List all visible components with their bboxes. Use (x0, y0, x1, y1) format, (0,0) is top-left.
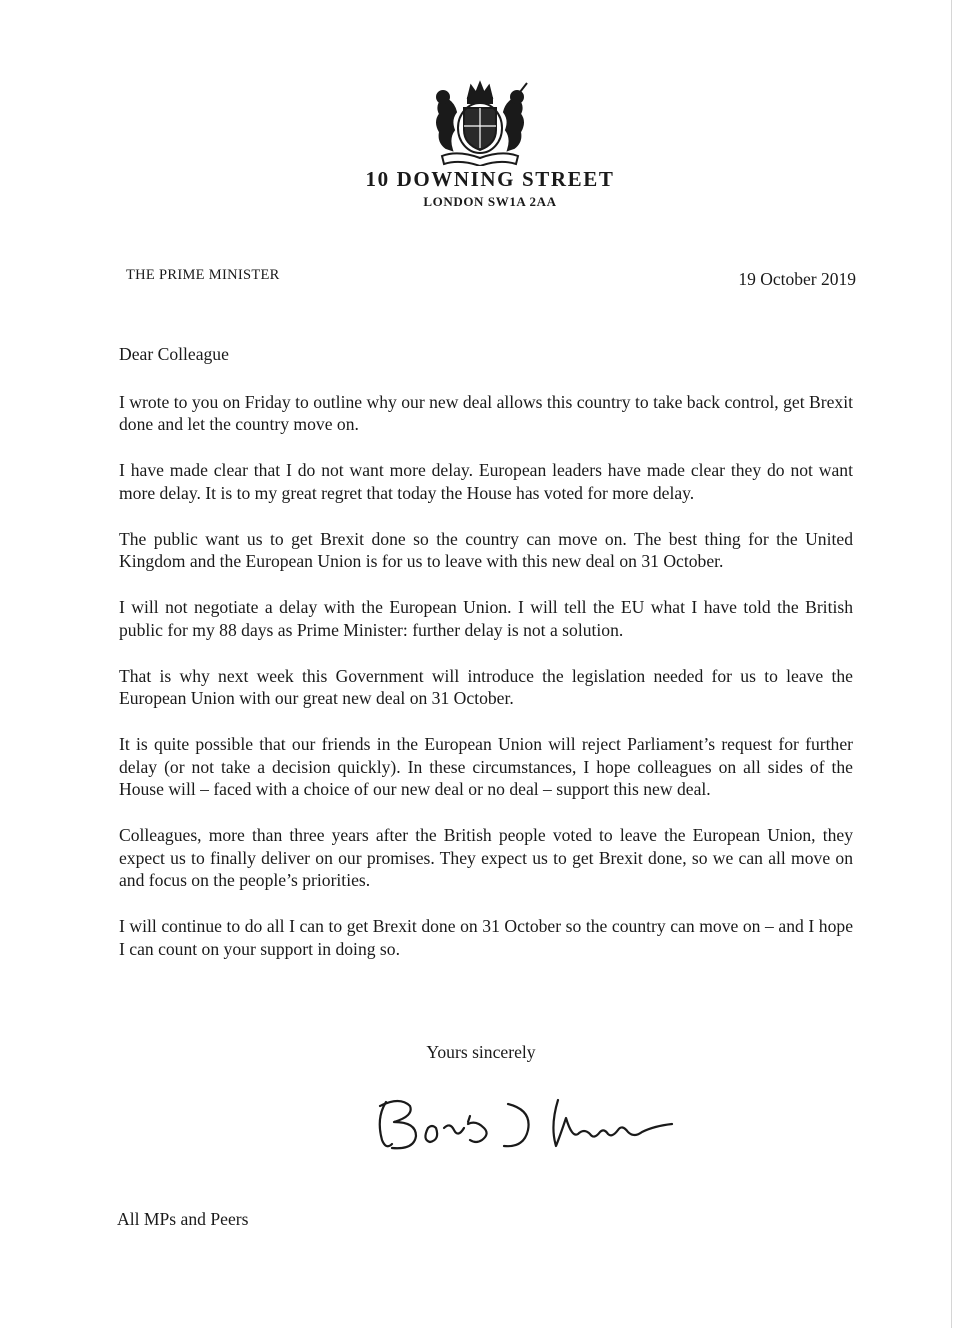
paragraph: That is why next week this Government will introduce the legislation needed for us to leave the European Union with our great new deal on 31 October. (119, 665, 853, 708)
paragraph: It is quite possible that our friends in the European Union will reject Parliament’s request for further delay (or not take a decision quickly). In these circumstances, I hope colleagues on all sides of the House will – faced with a choice of our new deal or no deal – support this new deal. (119, 734, 853, 799)
paragraph: Colleagues, more than three years after the British people voted to leave the European Union, they expect us to finally deliver on our promises. They expect us to get Brexit done, so we can all move on and focus on the people’s priorities. (119, 825, 853, 890)
paragraph: I wrote to you on Friday to outline why our new deal allows this country to take back control, get Brexit done and let the country move on. (119, 391, 853, 434)
letter-date: 19 October 2019 (738, 269, 856, 289)
letterhead-address-line1: 10 DOWNING STREET (365, 167, 615, 191)
paragraph: The public want us to get Brexit done so the country can move on. The best thing for the United Kingdom and the European Union is for us to leave with this new deal on 31 October. (119, 528, 853, 571)
letterhead-address-line2: LONDON SW1A 2AA (423, 194, 557, 209)
handwritten-signature-icon (372, 1088, 692, 1158)
paragraph: I have made clear that I do not want more delay. European leaders have made clear they do not want more delay. It is to my great regret that today the House has voted for more delay. (119, 460, 853, 503)
royal-coat-of-arms-icon (428, 80, 532, 166)
closing-valediction: Yours sincerely (426, 1042, 536, 1062)
sender-title: THE PRIME MINISTER (126, 267, 280, 283)
letter-body (119, 343, 853, 984)
paragraph: I will not negotiate a delay with the European Union. I will tell the EU what I have told the British public for my 88 days as Prime Minister: further delay is not a solution. (119, 597, 853, 640)
recipients-line: All MPs and Peers (117, 1209, 249, 1229)
greeting: Dear Colleague (119, 344, 229, 364)
paragraph: I will continue to do all I can to get Brexit done on 31 October so the country can move on – and I hope I can count on your support in doing so. (119, 916, 853, 959)
